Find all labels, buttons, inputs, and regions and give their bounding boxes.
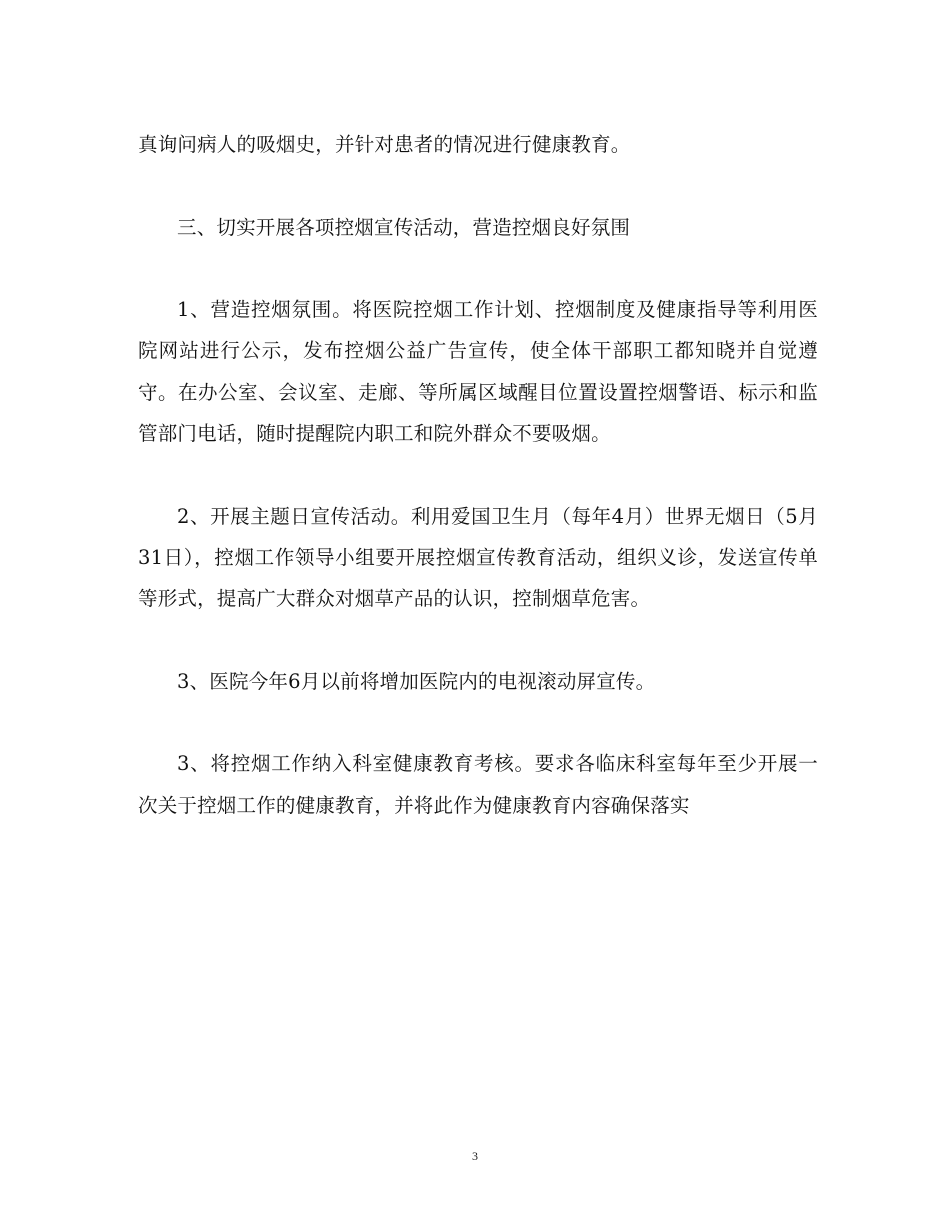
document-body — [138, 124, 818, 867]
paragraph-item-3b: 3、将控烟工作纳入科室健康教育考核。要求各临床科室每年至少开展一次关于控烟工作的健康教育，并将此作为健康教育内容确保落实 — [138, 752, 818, 817]
paragraph-item-1: 1、营造控烟氛围。将医院控烟工作计划、控烟制度及健康指导等利用医院网站进行公示，发布控烟公益广告宣传，使全体干部职工都知晓并自觉遵守。在办公室、会议室、走廊、等所属区域醒目位置设置控烟警语、标示和监管部门电话，随时提醒院内职工和院外群众不要吸烟。 — [138, 298, 818, 446]
page-number: 3 — [472, 1149, 478, 1163]
paragraph-item-3a: 3、医院今年6月以前将增加医院内的电视滚动屏宣传。 — [177, 669, 656, 693]
paragraph-continuation: 真询问病人的吸烟史，并针对患者的情况进行健康教育。 — [138, 133, 631, 156]
paragraph-item-2: 2、开展主题日宣传活动。利用爱国卫生月（每年4月）世界无烟日（5月31日），控烟工作领导小组要开展控烟宣传教育活动，组织义诊，发送宣传单等形式，提高广大群众对烟草产品的认识，控制烟草危害。 — [138, 504, 818, 611]
section-heading-3: 三、切实开展各项控烟宣传活动，营造控烟良好氛围 — [177, 215, 631, 239]
